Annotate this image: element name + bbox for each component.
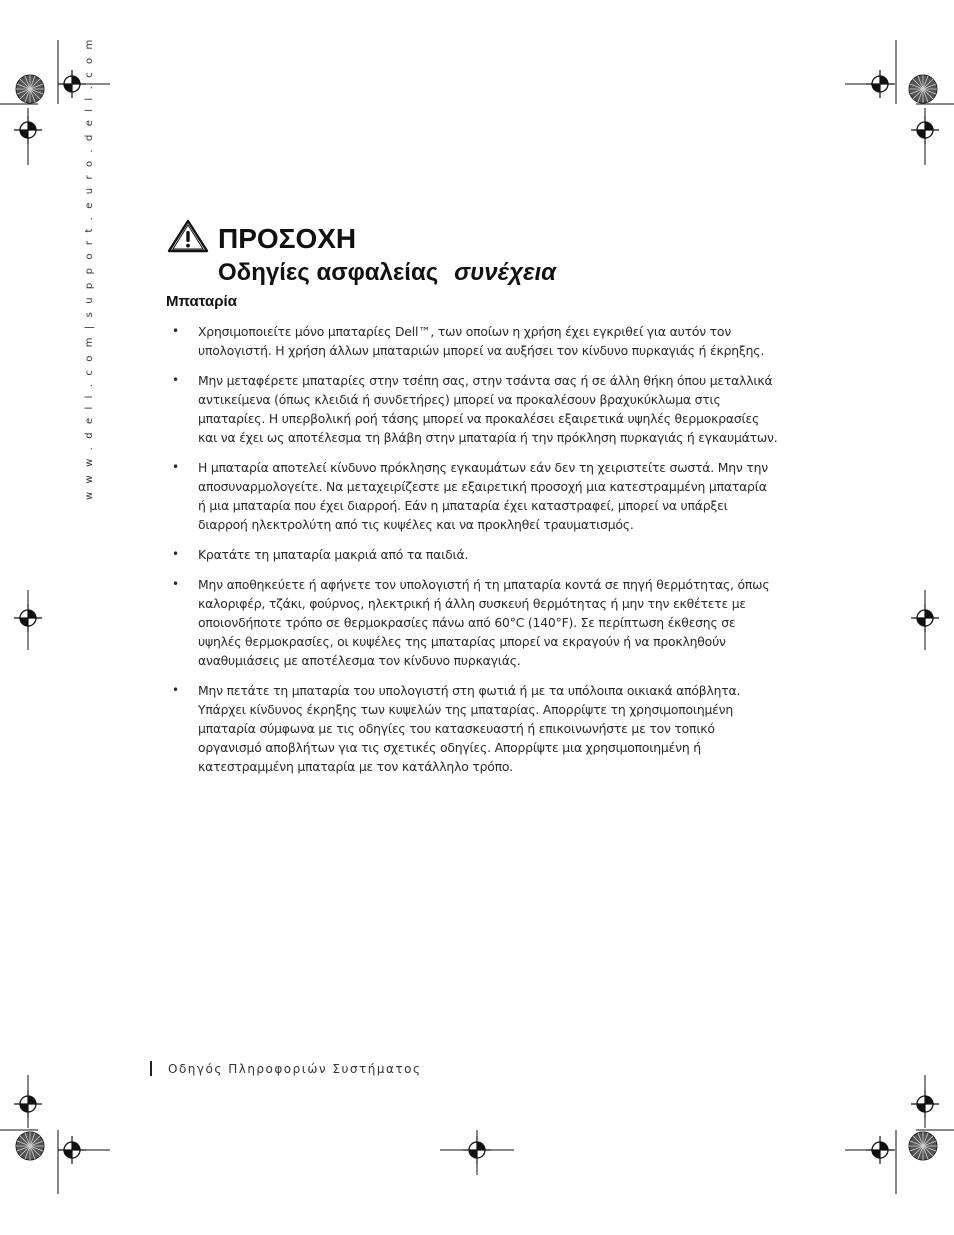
page-title: ΠΡΟΣΟΧΗ xyxy=(218,223,357,254)
footer-text: Οδηγός Πληροφοριών Συστήματος xyxy=(168,1061,422,1076)
list-item-text: Μην αποθηκεύετε ή αφήνετε τον υπολογιστή ή τη μπαταρία κοντά σε πηγή θερμότητας, όπως καλοριφέρ, τζάκι, φούρνος, ηλεκτρική ή άλλη συσκευή θερμότητας ή μην την εκθέτετε με οποιονδήποτε τρόπο σε θερμοκρασίες πάνω από 60°C (140°F). Σε περίπτωση έκθεσης σε υψηλές θερμοκρασίες, οι κυψέλες της μπαταρίας μπορεί να εκραγούν ή να προκληθούν αναθυμιάσεις με αποτέλεσμα τον κίνδυνο πυρκαγιάς. xyxy=(198,577,770,668)
subtitle-text: Οδηγίες ασφαλείας xyxy=(218,259,439,286)
warning-triangle-icon xyxy=(166,218,210,254)
bullet-dot: • xyxy=(172,373,179,387)
list-item xyxy=(166,458,778,534)
bullet-list xyxy=(166,322,778,787)
list-item xyxy=(166,575,778,670)
list-item-text: Η μπαταρία αποτελεί κίνδυνο πρόκλησης εγκαυμάτων εάν δεν τη χειριστείτε σωστά. Μην την αποσυναρμολογείτε. Να μεταχειρίζεστε με εξαιρετική προσοχή μια κατεστραμμένη μπαταρία ή μια μπαταρία που έχει διαρροή. Εάν η μπαταρία έχει καταστραφεί, μπορεί να υπάρξει διαρροή ηλεκτρολύτη από τις κυψέλες και να προκληθεί τραυματισμός. xyxy=(198,460,768,532)
subtitle-continued: συνέχεια xyxy=(454,259,557,286)
list-item xyxy=(166,371,778,447)
list-item xyxy=(166,681,778,776)
section-heading: Μπαταρία xyxy=(166,293,237,310)
list-item-text: Κρατάτε τη μπαταρία μακριά από τα παιδιά. xyxy=(198,547,469,562)
list-item-text: Μην πετάτε τη μπαταρία του υπολογιστή στη φωτιά ή με τα υπόλοιπα οικιακά απόβλητα. Υπάρχει κίνδυνος έκρηξης των κυψελών της μπαταρίας. Απορρίψτε τη χρησιμοποιημένη μπαταρία σύμφωνα με τις οδηγίες του κατασκευαστή ή επικοινωνήστε με τον τοπικό οργανισμό αποβλήτων για τις σχετικές οδηγίες. Απορρίψτε μια χρησιμοποιημένη ή κατεστραμμένη μπαταρία με τον κατάλληλο τρόπο. xyxy=(198,683,741,774)
bullet-dot: • xyxy=(172,683,179,697)
bullet-dot: • xyxy=(172,577,179,591)
footer-bar xyxy=(150,1061,152,1076)
page-subtitle xyxy=(218,258,556,288)
list-item xyxy=(166,545,778,564)
bullet-dot: • xyxy=(172,324,179,338)
list-item xyxy=(166,322,778,360)
list-item-text: Μην μεταφέρετε μπαταρίες στην τσέπη σας, στην τσάντα σας ή σε άλλη θήκη όπου μεταλλικά αντικείμενα (όπως κλειδιά ή συνδετήρες) μπορεί να προκαλέσουν βραχυκύκλωμα στις μπαταρίες. Η υπερβολική ροή τάσης μπορεί να προκαλέσει εξαιρετικά υψηλές θερμοκρασίες και να έχει ως αποτέλεσμα τη βλάβη στην μπαταρία ή την πρόκληση πυρκαγιάς ή εγκαυμάτων. xyxy=(198,373,778,445)
side-url: w w w . d e l l . c o m | s u p p o r t . e u r o . d e l l . c o m xyxy=(84,37,95,500)
bullet-dot: • xyxy=(172,460,179,474)
page-footer xyxy=(150,1061,422,1076)
bullet-dot: • xyxy=(172,547,179,561)
title-row xyxy=(166,218,556,254)
list-item-text: Χρησιμοποιείτε μόνο μπαταρίες Dell™, των οποίων η χρήση έχει εγκριθεί για αυτόν τον υπολογιστή. Η χρήση άλλων μπαταριών μπορεί να αυξήσει τον κίνδυνο πυρκαγιάς ή έκρηξης. xyxy=(198,324,765,358)
title-block xyxy=(166,218,556,288)
